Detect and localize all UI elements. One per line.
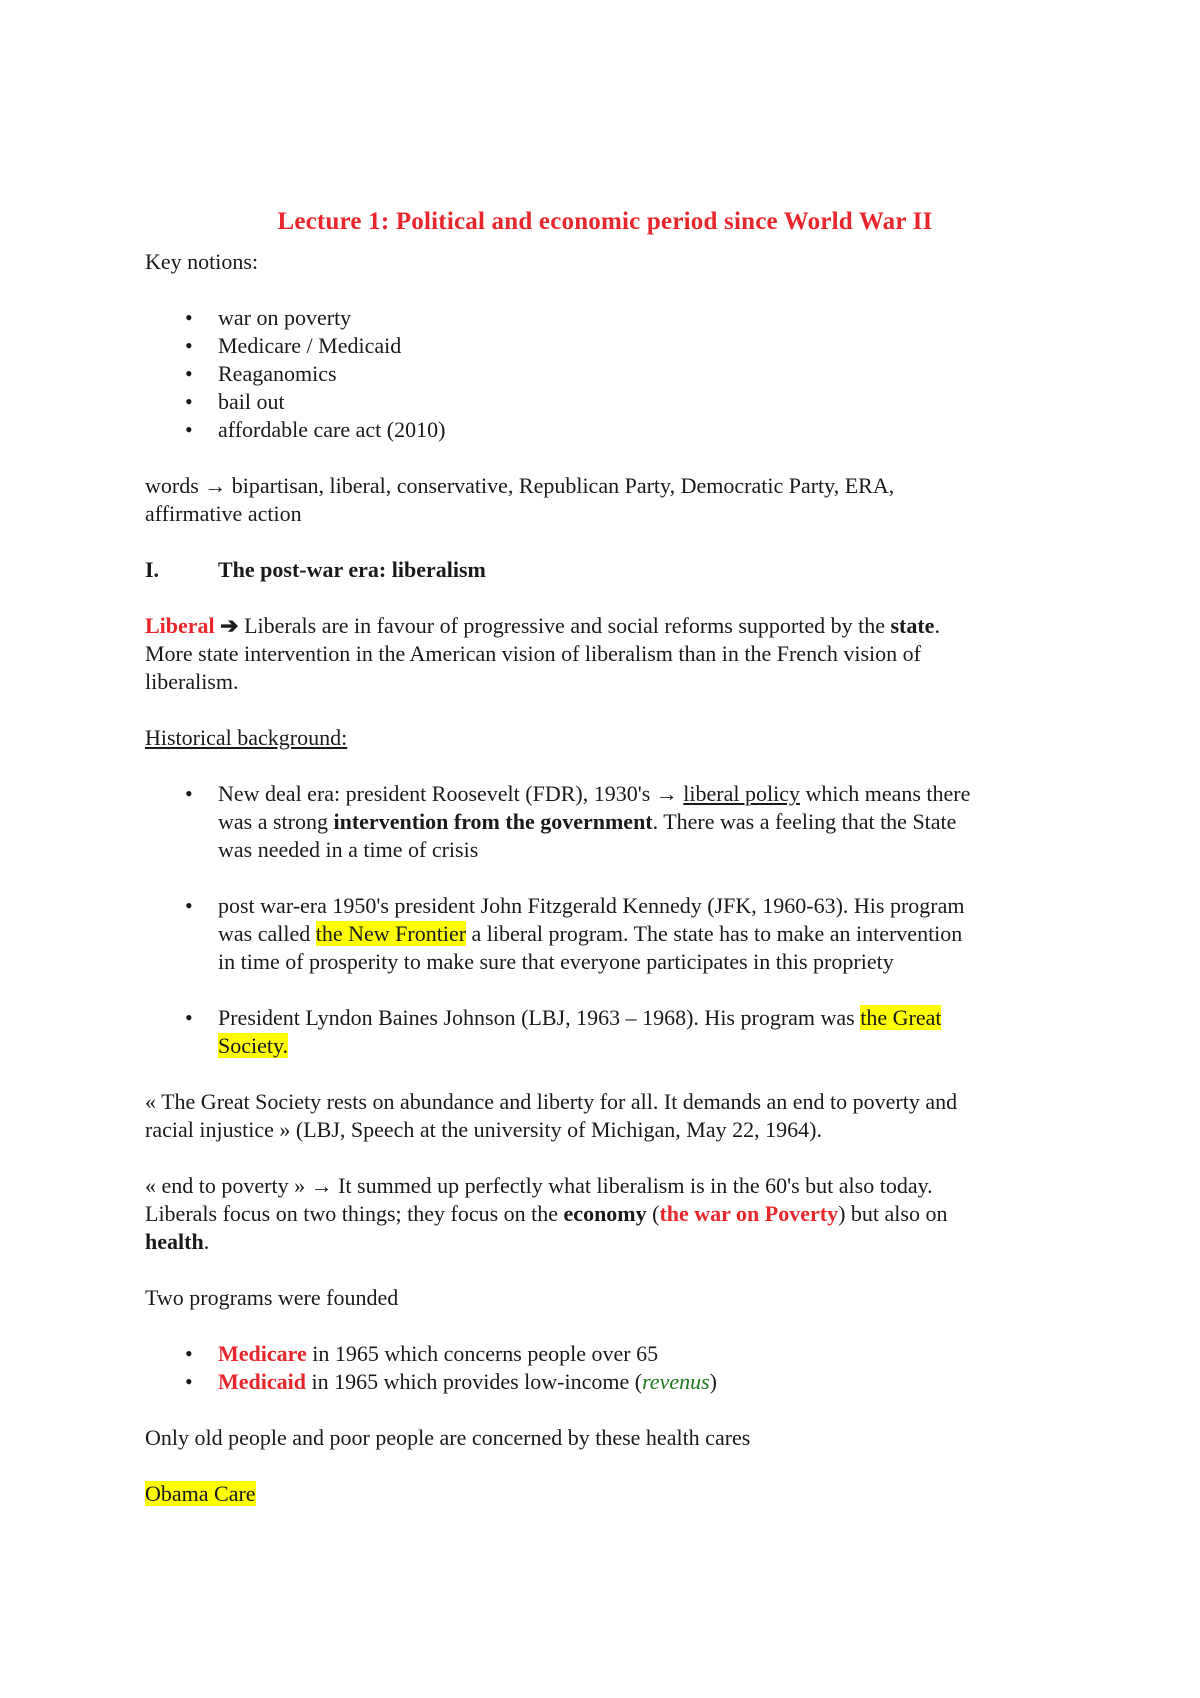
bullet-icon: • bbox=[185, 1341, 193, 1366]
bullet-icon: • bbox=[185, 893, 193, 918]
bullet-icon: • bbox=[185, 305, 193, 330]
list-item: • Medicare in 1965 which concerns people over 65 bbox=[185, 1341, 659, 1366]
section-heading bbox=[145, 556, 1065, 584]
only-old-text: Only old people and poor people are concerned by these health cares bbox=[145, 1425, 751, 1450]
list-item: • bail out bbox=[185, 389, 285, 414]
end-poverty-line-3: health. bbox=[145, 1229, 210, 1254]
liberal-line-2: More state intervention in the American vision of liberalism than in the French vision of bbox=[145, 641, 921, 666]
words-line-2: affirmative action bbox=[145, 501, 302, 526]
bullet-icon: • bbox=[185, 361, 193, 386]
obama-care-heading bbox=[145, 1480, 1065, 1508]
list-item: • post war-era 1950's president John Fitzgerald Kennedy (JFK, 1960-63). His program was called the New Frontier a liberal program. The state has to make an intervention in time of prosperity to make sure that everyone participates in this propriety bbox=[185, 893, 965, 974]
quote-line-2: racial injustice » (LBJ, Speech at the university of Michigan, May 22, 1964). bbox=[145, 1117, 822, 1142]
bullet-icon: • bbox=[185, 389, 193, 414]
history-list bbox=[145, 780, 1065, 1060]
quote-line-1: « The Great Society rests on abundance and liberty for all. It demands an end to poverty and bbox=[145, 1089, 958, 1114]
liberal-definition: Liberal ➔ Liberals are in favour of progressive and social reforms supported by the state. bbox=[145, 613, 940, 638]
bullet-icon: • bbox=[185, 1005, 193, 1030]
historical-background-heading: Historical background: bbox=[145, 725, 348, 750]
two-programs-text: Two programs were founded bbox=[145, 1285, 399, 1310]
key-notions-section bbox=[145, 248, 1065, 1508]
highlight: the New Frontier bbox=[315, 921, 467, 946]
list-item: • New deal era: president Roosevelt (FDR), 1930's → liberal policy which means there was a strong intervention from the government. There was a feeling that the State was needed in a time of crisis bbox=[185, 781, 971, 862]
section-title: The post-war era: liberalism bbox=[218, 557, 486, 582]
list-item: • Medicare / Medicaid bbox=[185, 333, 402, 358]
end-poverty-line-1: « end to poverty » → It summed up perfectly what liberalism is in the 60's but also today. bbox=[145, 1173, 933, 1198]
list-item: • affordable care act (2010) bbox=[185, 417, 446, 442]
words-line-1: words → bipartisan, liberal, conservative, Republican Party, Democratic Party, ERA, bbox=[145, 473, 895, 498]
arrow-icon: ➔ bbox=[220, 613, 239, 638]
spacer bbox=[145, 976, 1065, 1004]
spacer bbox=[145, 864, 1065, 892]
key-notions-label: Key notions: bbox=[145, 249, 259, 274]
page-title: Lecture 1: Political and economic period since World War II bbox=[277, 208, 933, 235]
state-keyword: state bbox=[890, 613, 935, 638]
bullet-icon: • bbox=[185, 1369, 193, 1394]
list-item: • war on poverty bbox=[185, 305, 352, 330]
bullet-icon: • bbox=[185, 417, 193, 442]
programs-list bbox=[145, 1340, 1065, 1396]
list-item: • Medicaid in 1965 which provides low-income (revenus) bbox=[185, 1369, 717, 1394]
highlight: Society. bbox=[218, 1033, 289, 1058]
end-poverty-line-2: Liberals focus on two things; they focus on the economy (the war on Poverty) but also on bbox=[145, 1201, 948, 1226]
liberal-term: Liberal bbox=[145, 613, 215, 638]
bullet-icon: • bbox=[185, 781, 193, 806]
highlight: the Great bbox=[860, 1005, 942, 1030]
list-item: • President Lyndon Baines Johnson (LBJ, 1963 – 1968). His program was the Great Society. bbox=[185, 1005, 942, 1058]
highlight: Obama Care bbox=[145, 1481, 256, 1506]
key-notions-list bbox=[145, 304, 1065, 444]
bullet-icon: • bbox=[185, 333, 193, 358]
section-number: I. bbox=[145, 557, 160, 582]
liberal-line-3: liberalism. bbox=[145, 669, 239, 694]
list-item: • Reaganomics bbox=[185, 361, 337, 386]
